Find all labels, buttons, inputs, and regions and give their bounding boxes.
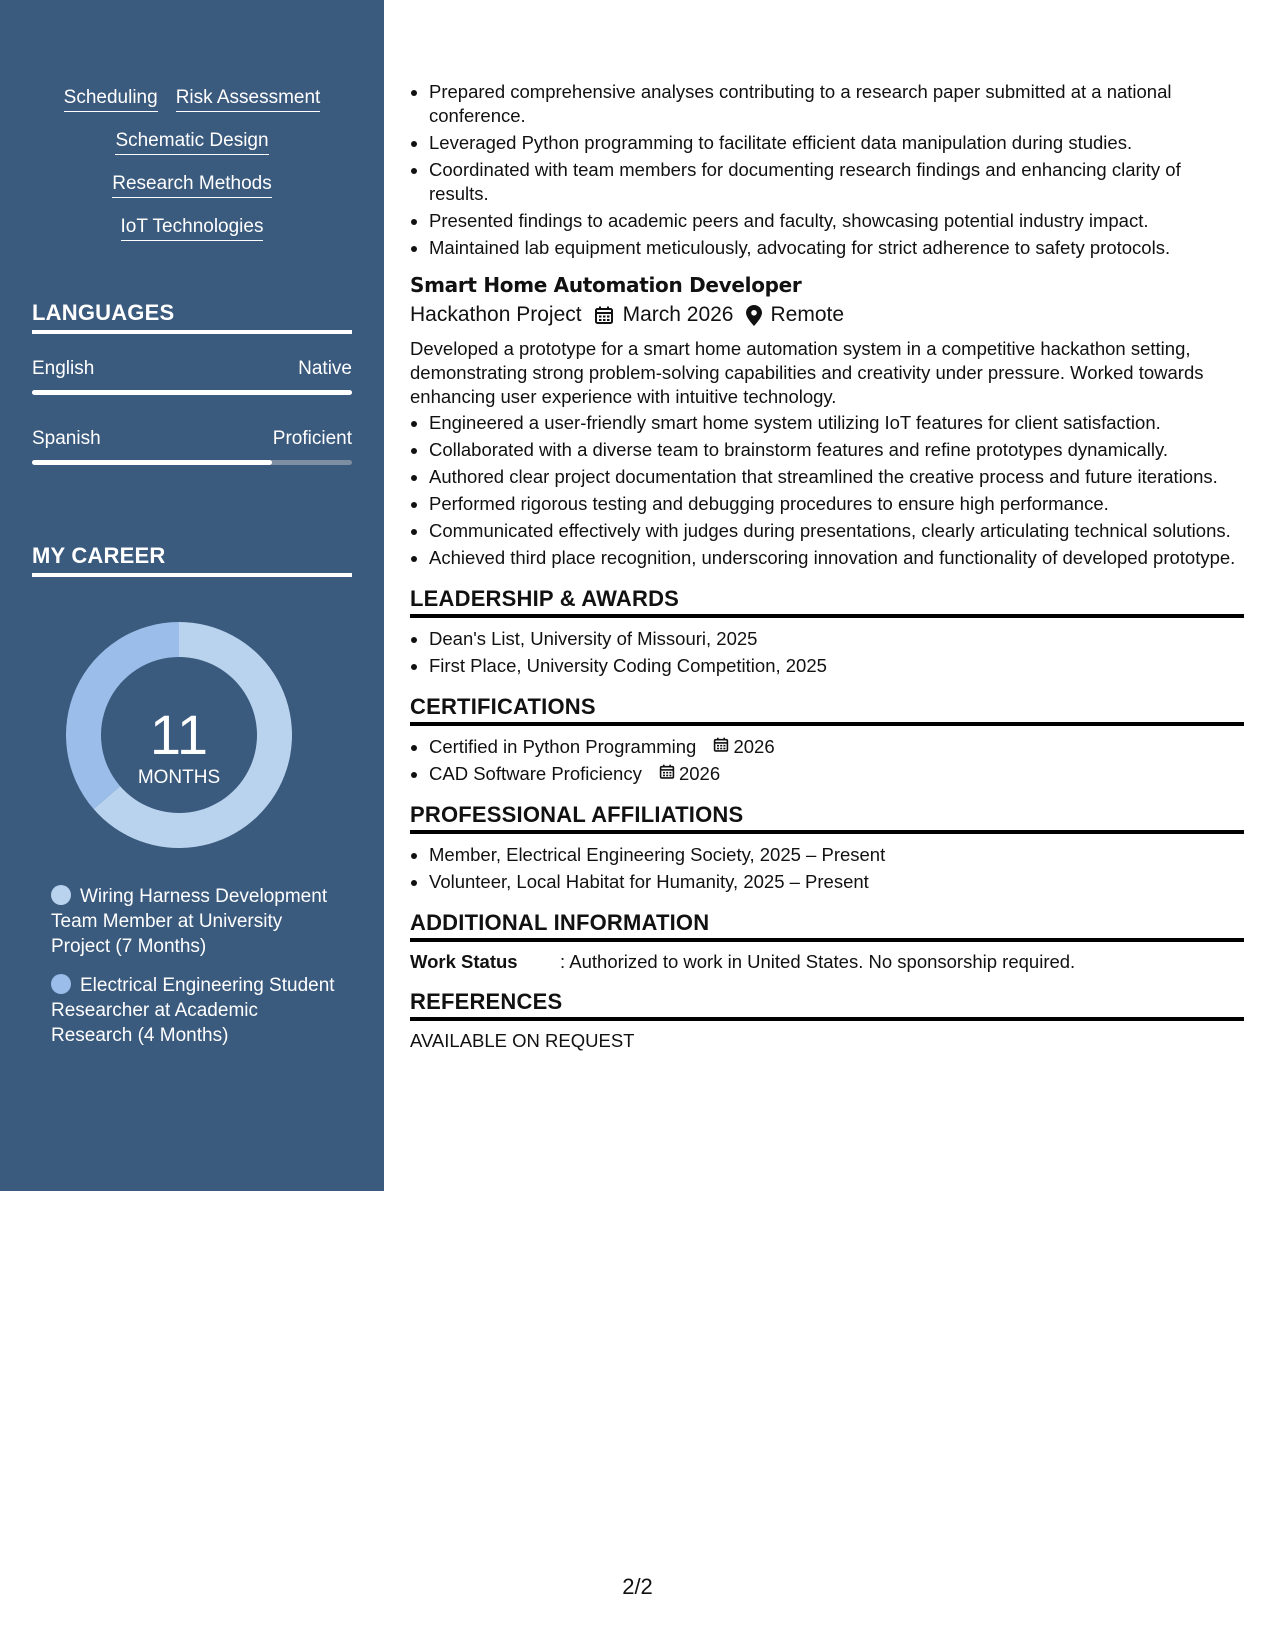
career-legend-item <box>51 884 341 959</box>
career-item-text: Wiring Harness Development Team Member at University Project (7 Months) <box>51 886 328 957</box>
affiliations-heading: PROFESSIONAL AFFILIATIONS <box>410 802 1244 834</box>
job-company: Hackathon Project <box>410 303 582 326</box>
additional-info-heading: ADDITIONAL INFORMATION <box>410 910 1244 942</box>
skill-tag: Schematic Design <box>115 129 268 155</box>
languages-heading: LANGUAGES <box>32 300 352 334</box>
work-status-value: : Authorized to work in United States. No sponsorship required. <box>560 951 1076 972</box>
cert-date: 2026 <box>733 736 775 757</box>
list-item: • Performed rigorous testing and debugging procedures to ensure high performance. <box>429 492 1244 516</box>
list-item: • Prepared comprehensive analyses contributing to a research paper submitted at a national conference. <box>429 80 1244 128</box>
list-item: • First Place, University Coding Competition, 2025 <box>429 654 1244 678</box>
career-heading: MY CAREER <box>32 543 352 577</box>
list-item <box>429 762 1244 786</box>
list-item: • Dean's List, University of Missouri, 2025 <box>429 627 1244 651</box>
language-level: Proficient <box>272 428 352 449</box>
list-item: • Member, Electrical Engineering Society, 2025 – Present <box>429 843 1244 867</box>
skill-tag: Risk Assessment <box>176 86 321 112</box>
calendar-icon <box>713 735 729 759</box>
leadership-list <box>410 627 1244 678</box>
page-number: 2/2 <box>622 1574 653 1599</box>
calendar-icon <box>659 762 675 786</box>
cert-name: Certified in Python Programming <box>429 736 697 757</box>
work-status-row <box>410 951 1244 973</box>
career-donut-chart <box>66 622 292 848</box>
job-description: Developed a prototype for a smart home automation system in a competitive hackathon setting, demonstrating strong problem-solving capabilities and creativity under pressure. Worked towards enhancing user experience with intuitive technology. <box>410 338 1204 407</box>
list-item: • Authored clear project documentation that streamlined the creative process and future iterations. <box>429 465 1244 489</box>
job-date: March 2026 <box>622 303 734 326</box>
career-total-number: 11 <box>149 703 209 766</box>
language-bar <box>32 390 352 395</box>
list-item <box>429 735 1244 759</box>
skill-row <box>32 129 352 155</box>
language-bar-fill <box>32 390 352 395</box>
work-status-label: Work Status <box>410 951 518 972</box>
language-name: Spanish <box>32 428 101 449</box>
list-item: • Maintained lab equipment meticulously, advocating for strict adherence to safety protocols. <box>429 236 1244 260</box>
main-content <box>410 80 1244 1052</box>
job-location: Remote <box>770 303 845 326</box>
skill-row <box>32 86 352 112</box>
list-item: • Communicated effectively with judges during presentations, clearly articulating technical solutions. <box>429 519 1244 543</box>
references-heading: REFERENCES <box>410 989 1244 1021</box>
previous-job-bullets <box>410 80 1244 260</box>
certifications-heading: CERTIFICATIONS <box>410 694 1244 726</box>
cert-date: 2026 <box>678 763 721 784</box>
affiliations-list <box>410 843 1244 894</box>
skill-row <box>32 215 352 241</box>
location-pin-icon <box>746 305 762 326</box>
leadership-heading: LEADERSHIP & AWARDS <box>410 586 1244 618</box>
list-item: • Volunteer, Local Habitat for Humanity, 2025 – Present <box>429 870 1244 894</box>
legend-dot-icon <box>51 885 71 905</box>
career-item-text: Electrical Engineering Student Researcher at Academic Research (4 Months) <box>51 975 335 1046</box>
language-bar <box>32 460 352 465</box>
skill-tag: Scheduling <box>64 86 158 112</box>
sidebar <box>0 0 384 1191</box>
legend-dot-icon <box>51 974 71 994</box>
skills-list <box>32 86 352 258</box>
calendar-icon <box>594 305 614 325</box>
list-item: • Collaborated with a diverse team to brainstorm features and refine prototypes dynamically. <box>429 438 1244 462</box>
list-item: • Presented findings to academic peers and faculty, showcasing potential industry impact. <box>429 209 1244 233</box>
job-bullets <box>410 411 1244 570</box>
job-title: Smart Home Automation Developer <box>410 273 802 297</box>
skill-row <box>32 172 352 198</box>
cert-name: CAD Software Proficiency <box>429 763 642 784</box>
language-english <box>32 358 352 395</box>
language-level: Native <box>298 358 352 379</box>
list-item: • Engineered a user-friendly smart home system utilizing IoT features for client satisfaction. <box>429 411 1244 435</box>
career-legend-item <box>51 973 341 1048</box>
job-meta <box>410 303 1244 327</box>
list-item: • Leveraged Python programming to facilitate efficient data manipulation during studies. <box>429 131 1244 155</box>
career-legend <box>51 884 341 1062</box>
language-bar-fill <box>32 460 272 465</box>
list-item: • Coordinated with team members for documenting research findings and enhancing clarity of results. <box>429 158 1244 206</box>
language-spanish <box>32 428 352 465</box>
skill-tag: Research Methods <box>112 172 271 198</box>
references-text: AVAILABLE ON REQUEST <box>410 1030 635 1051</box>
skill-tag: IoT Technologies <box>121 215 264 241</box>
list-item: • Achieved third place recognition, underscoring innovation and functionality of developed prototype. <box>429 546 1244 570</box>
language-name: English <box>32 358 95 379</box>
certifications-list <box>410 735 1244 786</box>
career-total-unit: MONTHS <box>137 767 221 788</box>
